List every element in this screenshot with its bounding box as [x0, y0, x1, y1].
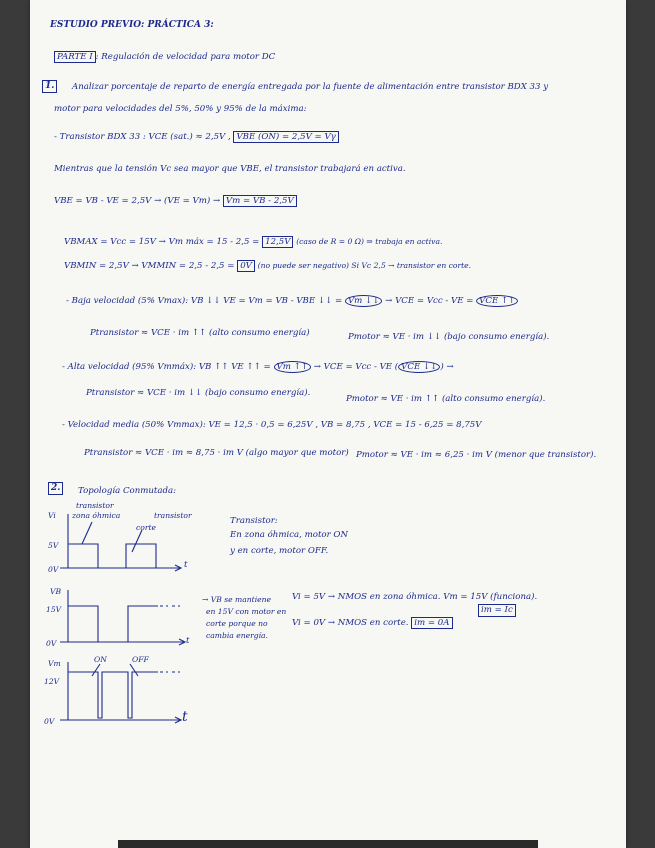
notebook-page [30, 0, 626, 848]
vi-5v-text: Vi = 5V → NMOS en zona óhmica. Vm = 15V (funciona). [292, 592, 538, 602]
graph1-5v-label: 5V [48, 541, 59, 550]
q1-line-2: motor para velocidades del 5%, 50% y 95% de la máxima: [54, 104, 307, 114]
vce-high-speed-formula: → VCE = Vcc - VE ( [313, 362, 399, 372]
question-2-title: Topología Conmutada: [78, 486, 177, 496]
vm-high-circle: Vm ↑↑ [274, 361, 312, 373]
graph1-note-4: corte [136, 523, 157, 532]
graph1-vi-label: Vi [48, 511, 56, 520]
graph3-vm-waveform [30, 0, 626, 848]
graph3-vm-label: Vm [48, 659, 61, 668]
q1-line-1: Analizar porcentaje de reparto de energía entregada por la fuente de alimentación entre transistor BDX 33 y [72, 82, 549, 92]
vce-low-circle: VCE ↓↓ [398, 361, 440, 373]
graph3-12v-label: 12V [44, 677, 60, 686]
vbe-on-box: VBE (ON) = 2,5V = Vγ [233, 131, 338, 143]
transistor-label: Transistor: [230, 516, 278, 526]
graph3-on-label: ON [94, 655, 107, 664]
graph1-note-3: transistor [154, 511, 192, 520]
graph2-note-2: en 15V con motor en [206, 607, 287, 616]
graph3-t-label: t [182, 709, 188, 725]
medium-speed-line: - Velocidad media (50% Vmmax): VE = 12,5 · 0,5 = 6,25V , VB = 8,75 , VCE = 15 - 6,25 = 8,75V [62, 420, 482, 430]
vi-0v-text: Vi = 0V → NMOS en corte. [292, 618, 409, 628]
vm-min-box: 0V [237, 260, 255, 272]
low-speed-formula: - Baja velocidad (5% Vmax): VB ↓↓ VE = Vm = VB - VBE ↓↓ = [66, 296, 343, 306]
high-speed-formula: - Alta velocidad (95% Vmmáx): VB ↑↑ VE ↑↑ = [62, 362, 271, 372]
vce-low-formula: → VCE = Vcc - VE = [385, 296, 474, 306]
question-1-number: 1. [42, 80, 57, 93]
high-speed-power-transistor: Ptransistor ≈ VCE · im ↓↓ (bajo consumo energía). [86, 388, 311, 398]
vbmax-note: (caso de R = 0 Ω) ⇒ trabaja en activa. [296, 237, 443, 246]
part-label: PARTE I [54, 51, 96, 63]
transistor-vce-sat: - Transistor BDX 33 : VCE (sat.) ≈ 2,5V , [54, 132, 231, 142]
vbmin-formula: VBMIN = 2,5V → VMMIN = 2,5 - 2,5 = [64, 261, 235, 271]
im-ic-box: im = Ic [478, 604, 516, 617]
graph2-15v-label: 15V [46, 605, 62, 614]
page-edge-shadow [118, 840, 538, 848]
question-2-number: 2. [48, 482, 63, 495]
low-speed-power-motor: Pmotor ≈ VE · im ↓↓ (bajo consumo energía). [348, 332, 550, 342]
vm-low-circle: Vm ↓↓ [345, 295, 383, 307]
vbmax-formula: VBMAX = Vcc = 15V → Vm máx = 15 - 2,5 = [64, 237, 260, 247]
graph3-off-label: OFF [132, 655, 149, 664]
vce-high-circle: VCE ↑↑ [476, 295, 518, 307]
graph2-note-1: → VB se mantiene [202, 595, 272, 604]
vbe-formula: VBE = VB - VE = 2,5V → (VE = Vm) → [54, 196, 221, 206]
vm-result-box: Vm = VB - 2,5V [223, 195, 297, 207]
graph2-t-label: t [186, 636, 190, 646]
vm-max-box: 12,5V [262, 236, 293, 248]
transistor-note-1: En zona óhmica, motor ON [230, 530, 348, 540]
high-speed-arrow: ) → [440, 362, 454, 372]
graph2-0v-label: 0V [46, 639, 57, 648]
im-0a-box: im = 0A [411, 617, 452, 629]
graph3-0v-label: 0V [44, 717, 55, 726]
activa-condition: Mientras que la tensión Vc sea mayor que VBE, el transistor trabajará en activa. [54, 164, 406, 174]
graph2-note-4: cambia energía. [206, 631, 268, 640]
graph1-0v-label: 0V [48, 565, 59, 574]
page-header: ESTUDIO PREVIO: PRÁCTICA 3: [50, 20, 214, 30]
medium-speed-power-motor: Pmotor ≈ VE · im ≈ 6,25 · im V (menor que transistor). [356, 450, 597, 460]
graph2-note-3: corte porque no [206, 619, 268, 628]
graph1-note-1: transistor [76, 501, 114, 510]
vbmin-note: (no puede ser negativo) Si Vc 2,5 → transistor en corte. [257, 261, 472, 270]
graph1-t-label: t [184, 560, 188, 570]
graph1-note-2: zona óhmica [72, 511, 121, 520]
low-speed-power-transistor: Ptransistor ≈ VCE · im ↑↑ (alto consumo energía) [90, 328, 310, 338]
graph2-vb-label: VB [50, 587, 62, 596]
high-speed-power-motor: Pmotor ≈ VE · im ↑↑ (alto consumo energía). [346, 394, 546, 404]
medium-speed-power-transistor: Ptransistor ≈ VCE · im ≈ 8,75 · im V (algo mayor que motor) [84, 448, 349, 458]
transistor-note-2: y en corte, motor OFF. [230, 546, 329, 556]
part-title: : Regulación de velocidad para motor DC [95, 52, 276, 62]
